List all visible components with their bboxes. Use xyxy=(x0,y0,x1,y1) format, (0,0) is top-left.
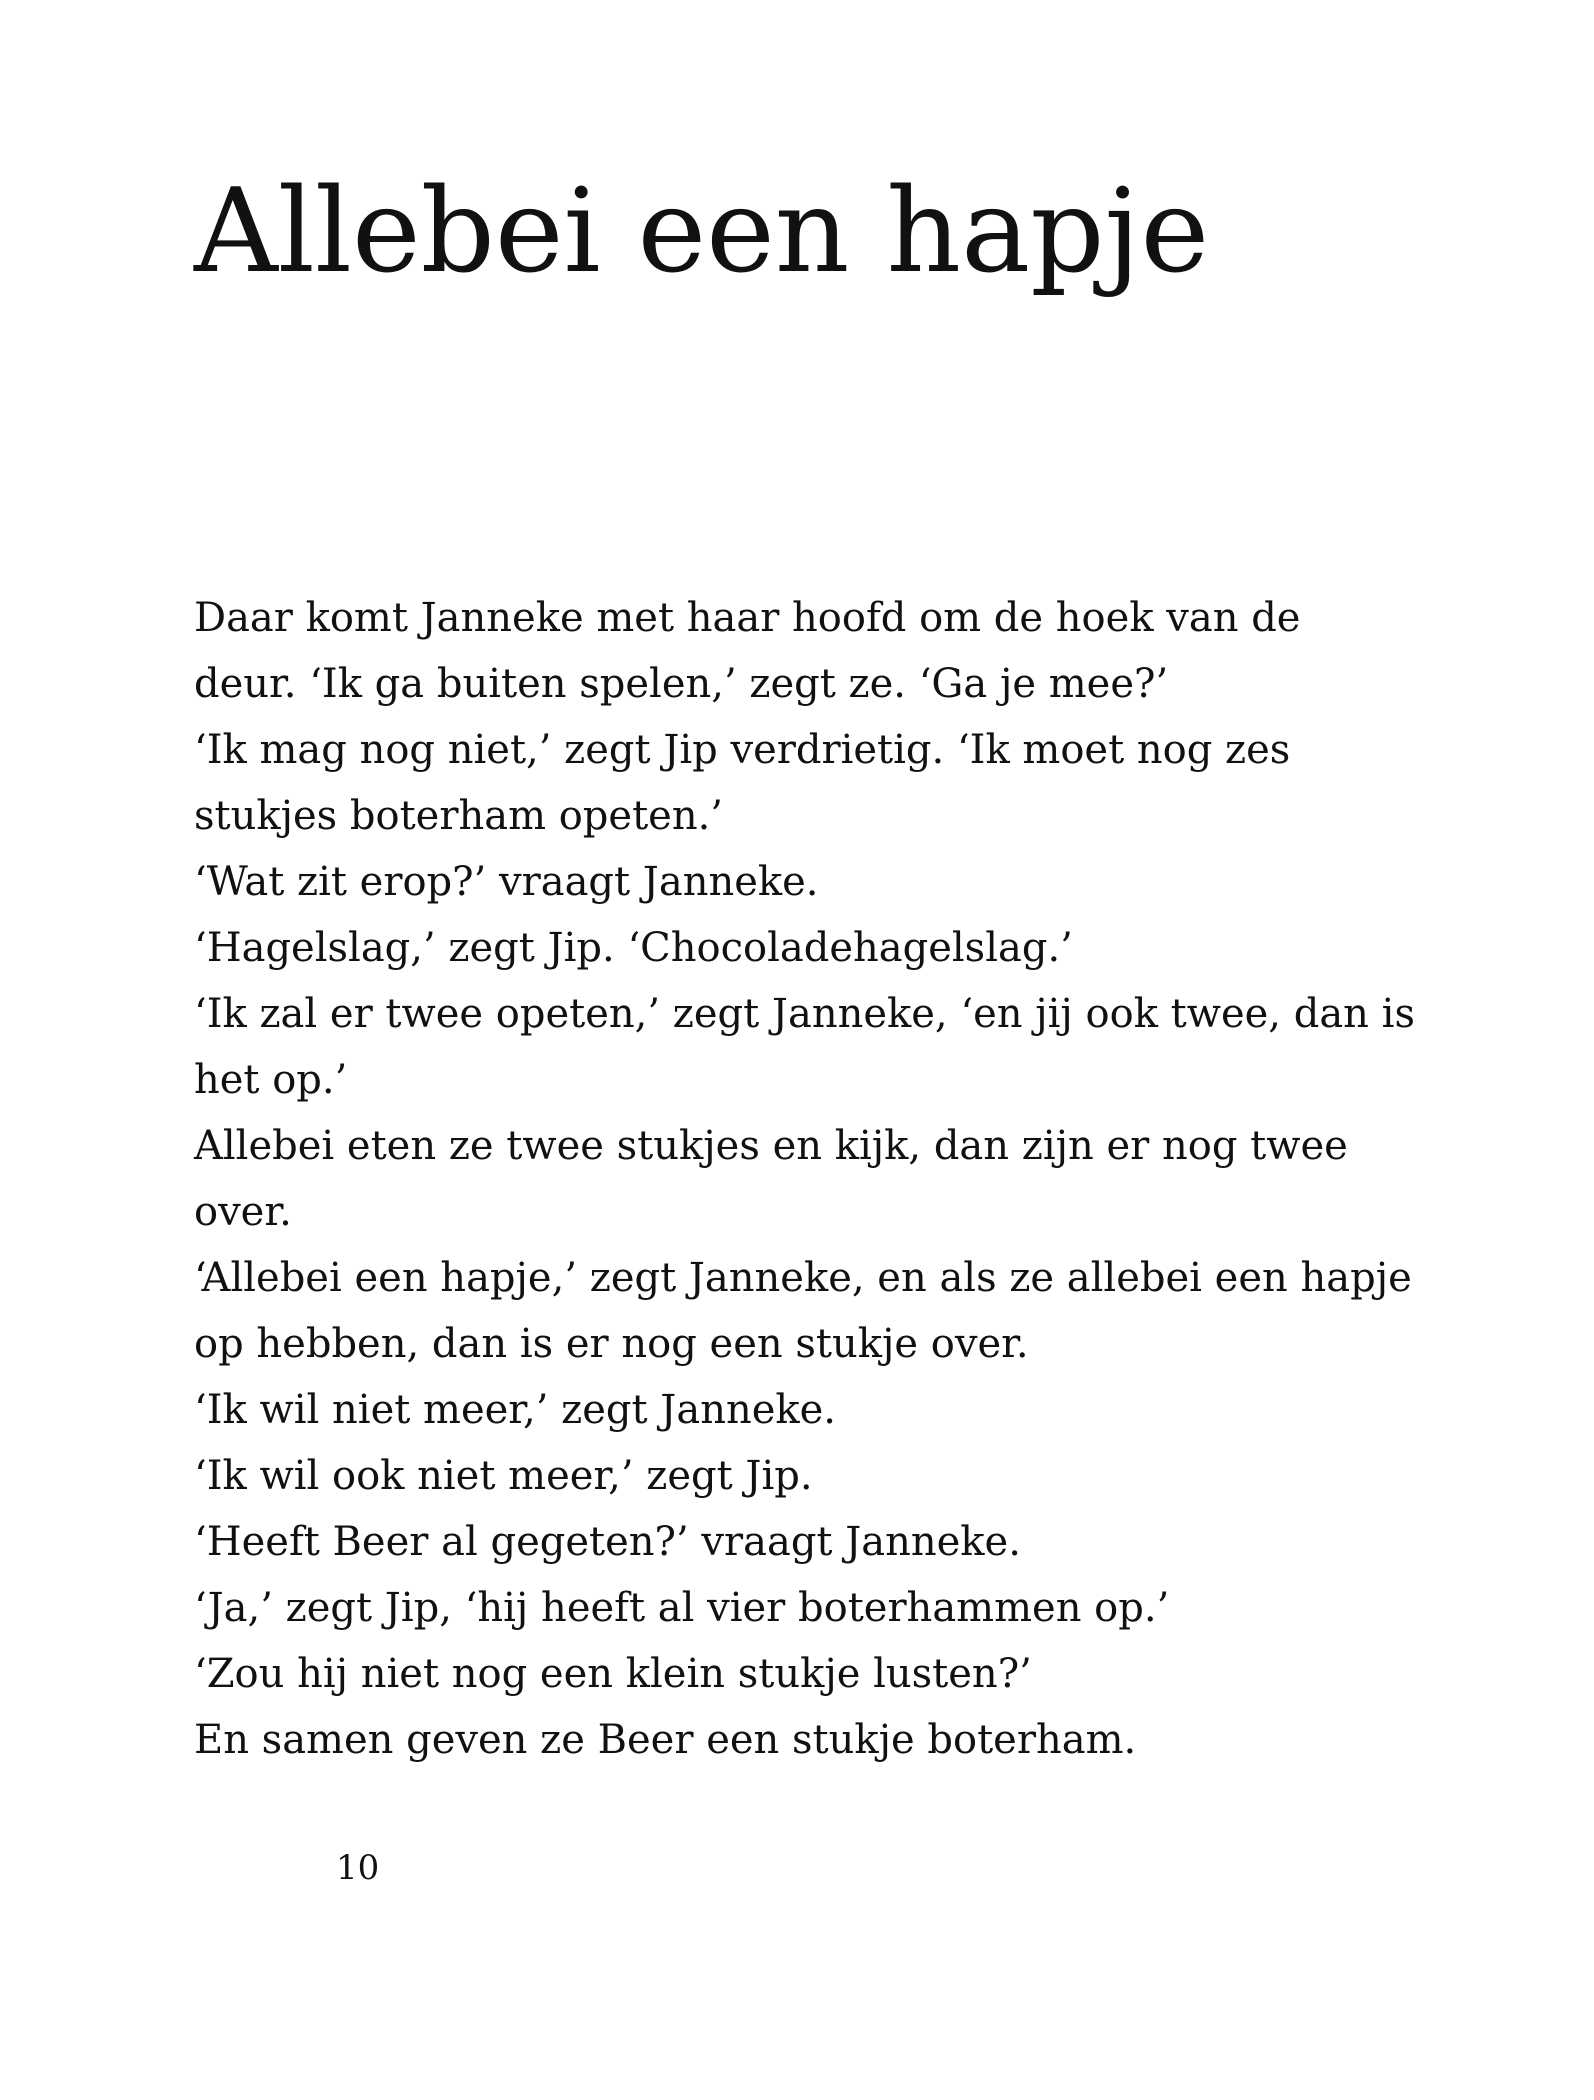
text-line: op hebben, dan is er nog een stukje over. xyxy=(194,1321,1029,1367)
text-line: ‘Zou hij niet nog een klein stukje lusten?’ xyxy=(194,1651,1032,1697)
text-line: Daar komt Janneke met haar hoofd om de hoek van de xyxy=(194,595,1301,641)
text-line: ‘Ik mag nog niet,’ zegt Jip verdrietig. ‘Ik moet nog zes xyxy=(194,727,1291,773)
chapter-title: Allebei een hapje xyxy=(194,164,1210,299)
text-line: ‘Ik wil ook niet meer,’ zegt Jip. xyxy=(194,1453,813,1499)
text-line: Allebei eten ze twee stukjes en kijk, dan zijn er nog twee xyxy=(194,1123,1348,1169)
text-line: ‘Allebei een hapje,’ zegt Janneke, en als ze allebei een hapje xyxy=(194,1255,1412,1301)
page-number: 10 xyxy=(336,1848,380,1888)
text-line: En samen geven ze Beer een stukje boterham. xyxy=(194,1717,1137,1763)
text-line: ‘Ik wil niet meer,’ zegt Janneke. xyxy=(194,1387,837,1433)
text-line: stukjes boterham opeten.’ xyxy=(194,793,724,839)
text-line: over. xyxy=(194,1189,292,1235)
text-line: ‘Ja,’ zegt Jip, ‘hij heeft al vier boterhammen op.’ xyxy=(194,1585,1170,1631)
text-line: ‘Ik zal er twee opeten,’ zegt Janneke, ‘en jij ook twee, dan is xyxy=(194,991,1415,1037)
text-line: ‘Heeft Beer al gegeten?’ vraagt Janneke. xyxy=(194,1519,1021,1565)
text-line: ‘Wat zit erop?’ vraagt Janneke. xyxy=(194,859,819,905)
text-line: deur. ‘Ik ga buiten spelen,’ zegt ze. ‘Ga je mee?’ xyxy=(194,661,1169,707)
text-line: ‘Hagelslag,’ zegt Jip. ‘Chocoladehagelslag.’ xyxy=(194,925,1073,971)
story-text xyxy=(194,585,1484,1773)
text-line: het op.’ xyxy=(194,1057,348,1103)
